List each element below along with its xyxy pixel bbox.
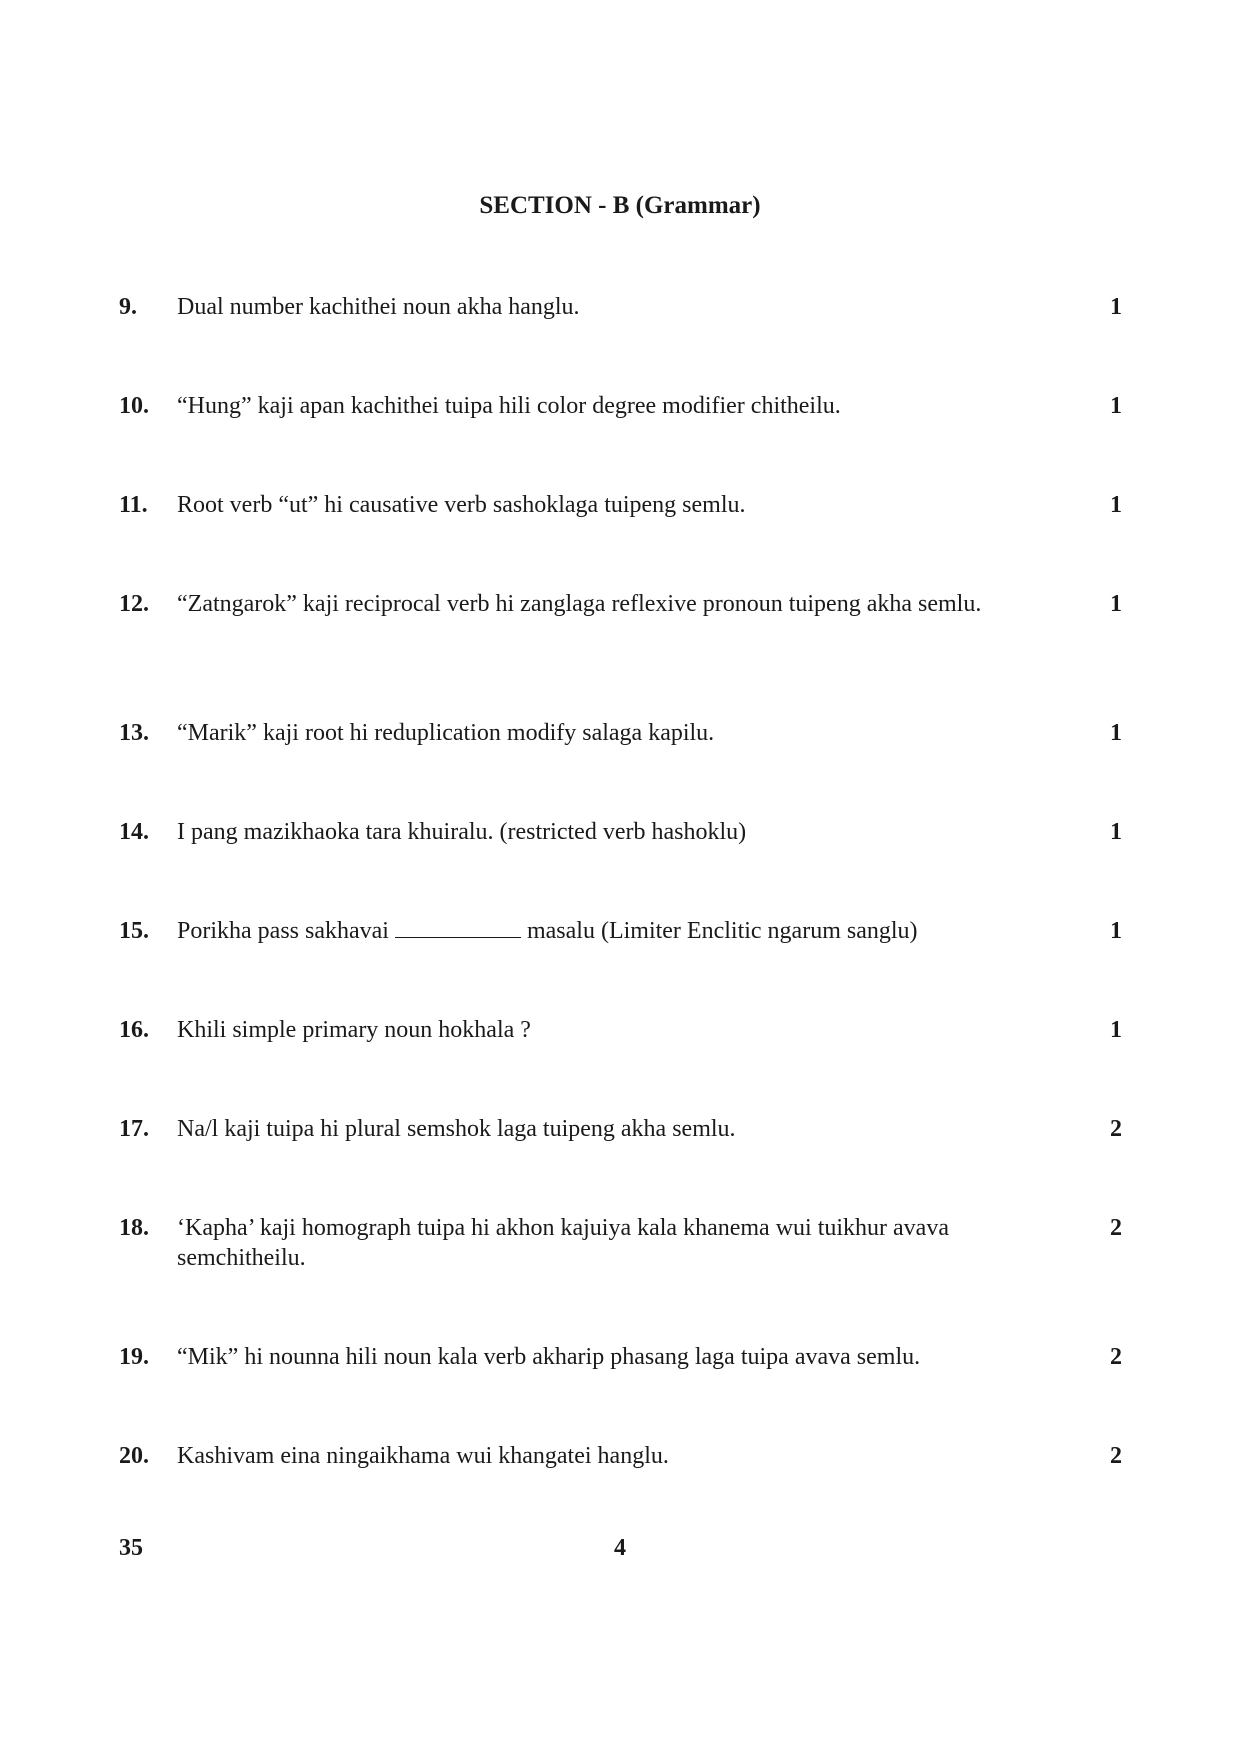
question-number: 14. <box>119 819 149 845</box>
question-marks: 1 <box>1110 720 1122 746</box>
question-marks: 1 <box>1110 819 1122 845</box>
question-number: 9. <box>119 294 137 320</box>
question-marks: 1 <box>1110 393 1122 419</box>
question-number: 20. <box>119 1443 149 1469</box>
question-text: I pang mazikhaoka tara khuiralu. (restricted verb hashoklu) <box>177 819 747 845</box>
question-text: Khili simple primary noun hokhala ? <box>177 1017 531 1043</box>
question-text: “Mik” hi nounna hili noun kala verb akharip phasang laga tuipa avava semlu. <box>177 1344 921 1370</box>
question-text <box>177 916 1070 946</box>
question-text: “Marik” kaji root hi reduplication modify salaga kapilu. <box>177 720 715 746</box>
question-number: 11. <box>119 492 148 518</box>
question-text: “Hung” kaji apan kachithei tuipa hili color degree modifier chitheilu. <box>177 393 841 419</box>
question-text-before-blank: Porikha pass sakhavai <box>177 918 389 944</box>
question-text: Root verb “ut” hi causative verb sashoklaga tuipeng semlu. <box>177 492 746 518</box>
question-text: Na/l kaji tuipa hi plural semshok laga tuipeng akha semlu. <box>177 1116 736 1142</box>
question-marks: 1 <box>1110 591 1122 617</box>
question-marks: 2 <box>1110 1443 1122 1469</box>
answer-blank <box>395 919 521 938</box>
question-number: 10. <box>119 393 149 419</box>
question-number: 15. <box>119 918 149 944</box>
question-text: “Zatngarok” kaji reciprocal verb hi zanglaga reflexive pronoun tuipeng akha semlu. <box>177 591 982 617</box>
question-marks: 1 <box>1110 1017 1122 1043</box>
question-text-after-blank: masalu (Limiter Enclitic ngarum sanglu) <box>526 918 918 944</box>
question-text: Dual number kachithei noun akha hanglu. <box>177 294 580 320</box>
question-number: 17. <box>119 1116 149 1142</box>
question-marks: 1 <box>1110 294 1122 320</box>
section-title: SECTION - B (Grammar) <box>479 192 761 219</box>
paper-code: 35 <box>119 1535 143 1561</box>
question-marks: 1 <box>1110 492 1122 518</box>
question-text: ‘Kapha’ kaji homograph tuipa hi akhon kajuiya kala khanema wui tuikhur avava semchitheilu. <box>177 1215 949 1271</box>
question-number: 13. <box>119 720 149 746</box>
page-number: 4 <box>614 1535 626 1561</box>
question-number: 19. <box>119 1344 149 1370</box>
question-number: 16. <box>119 1017 149 1043</box>
question-number: 18. <box>119 1215 149 1241</box>
question-marks: 1 <box>1110 918 1122 944</box>
question-marks: 2 <box>1110 1215 1122 1241</box>
question-marks: 2 <box>1110 1116 1122 1142</box>
question-number: 12. <box>119 591 149 617</box>
question-marks: 2 <box>1110 1344 1122 1370</box>
question-text: Kashivam eina ningaikhama wui khangatei hanglu. <box>177 1443 669 1469</box>
